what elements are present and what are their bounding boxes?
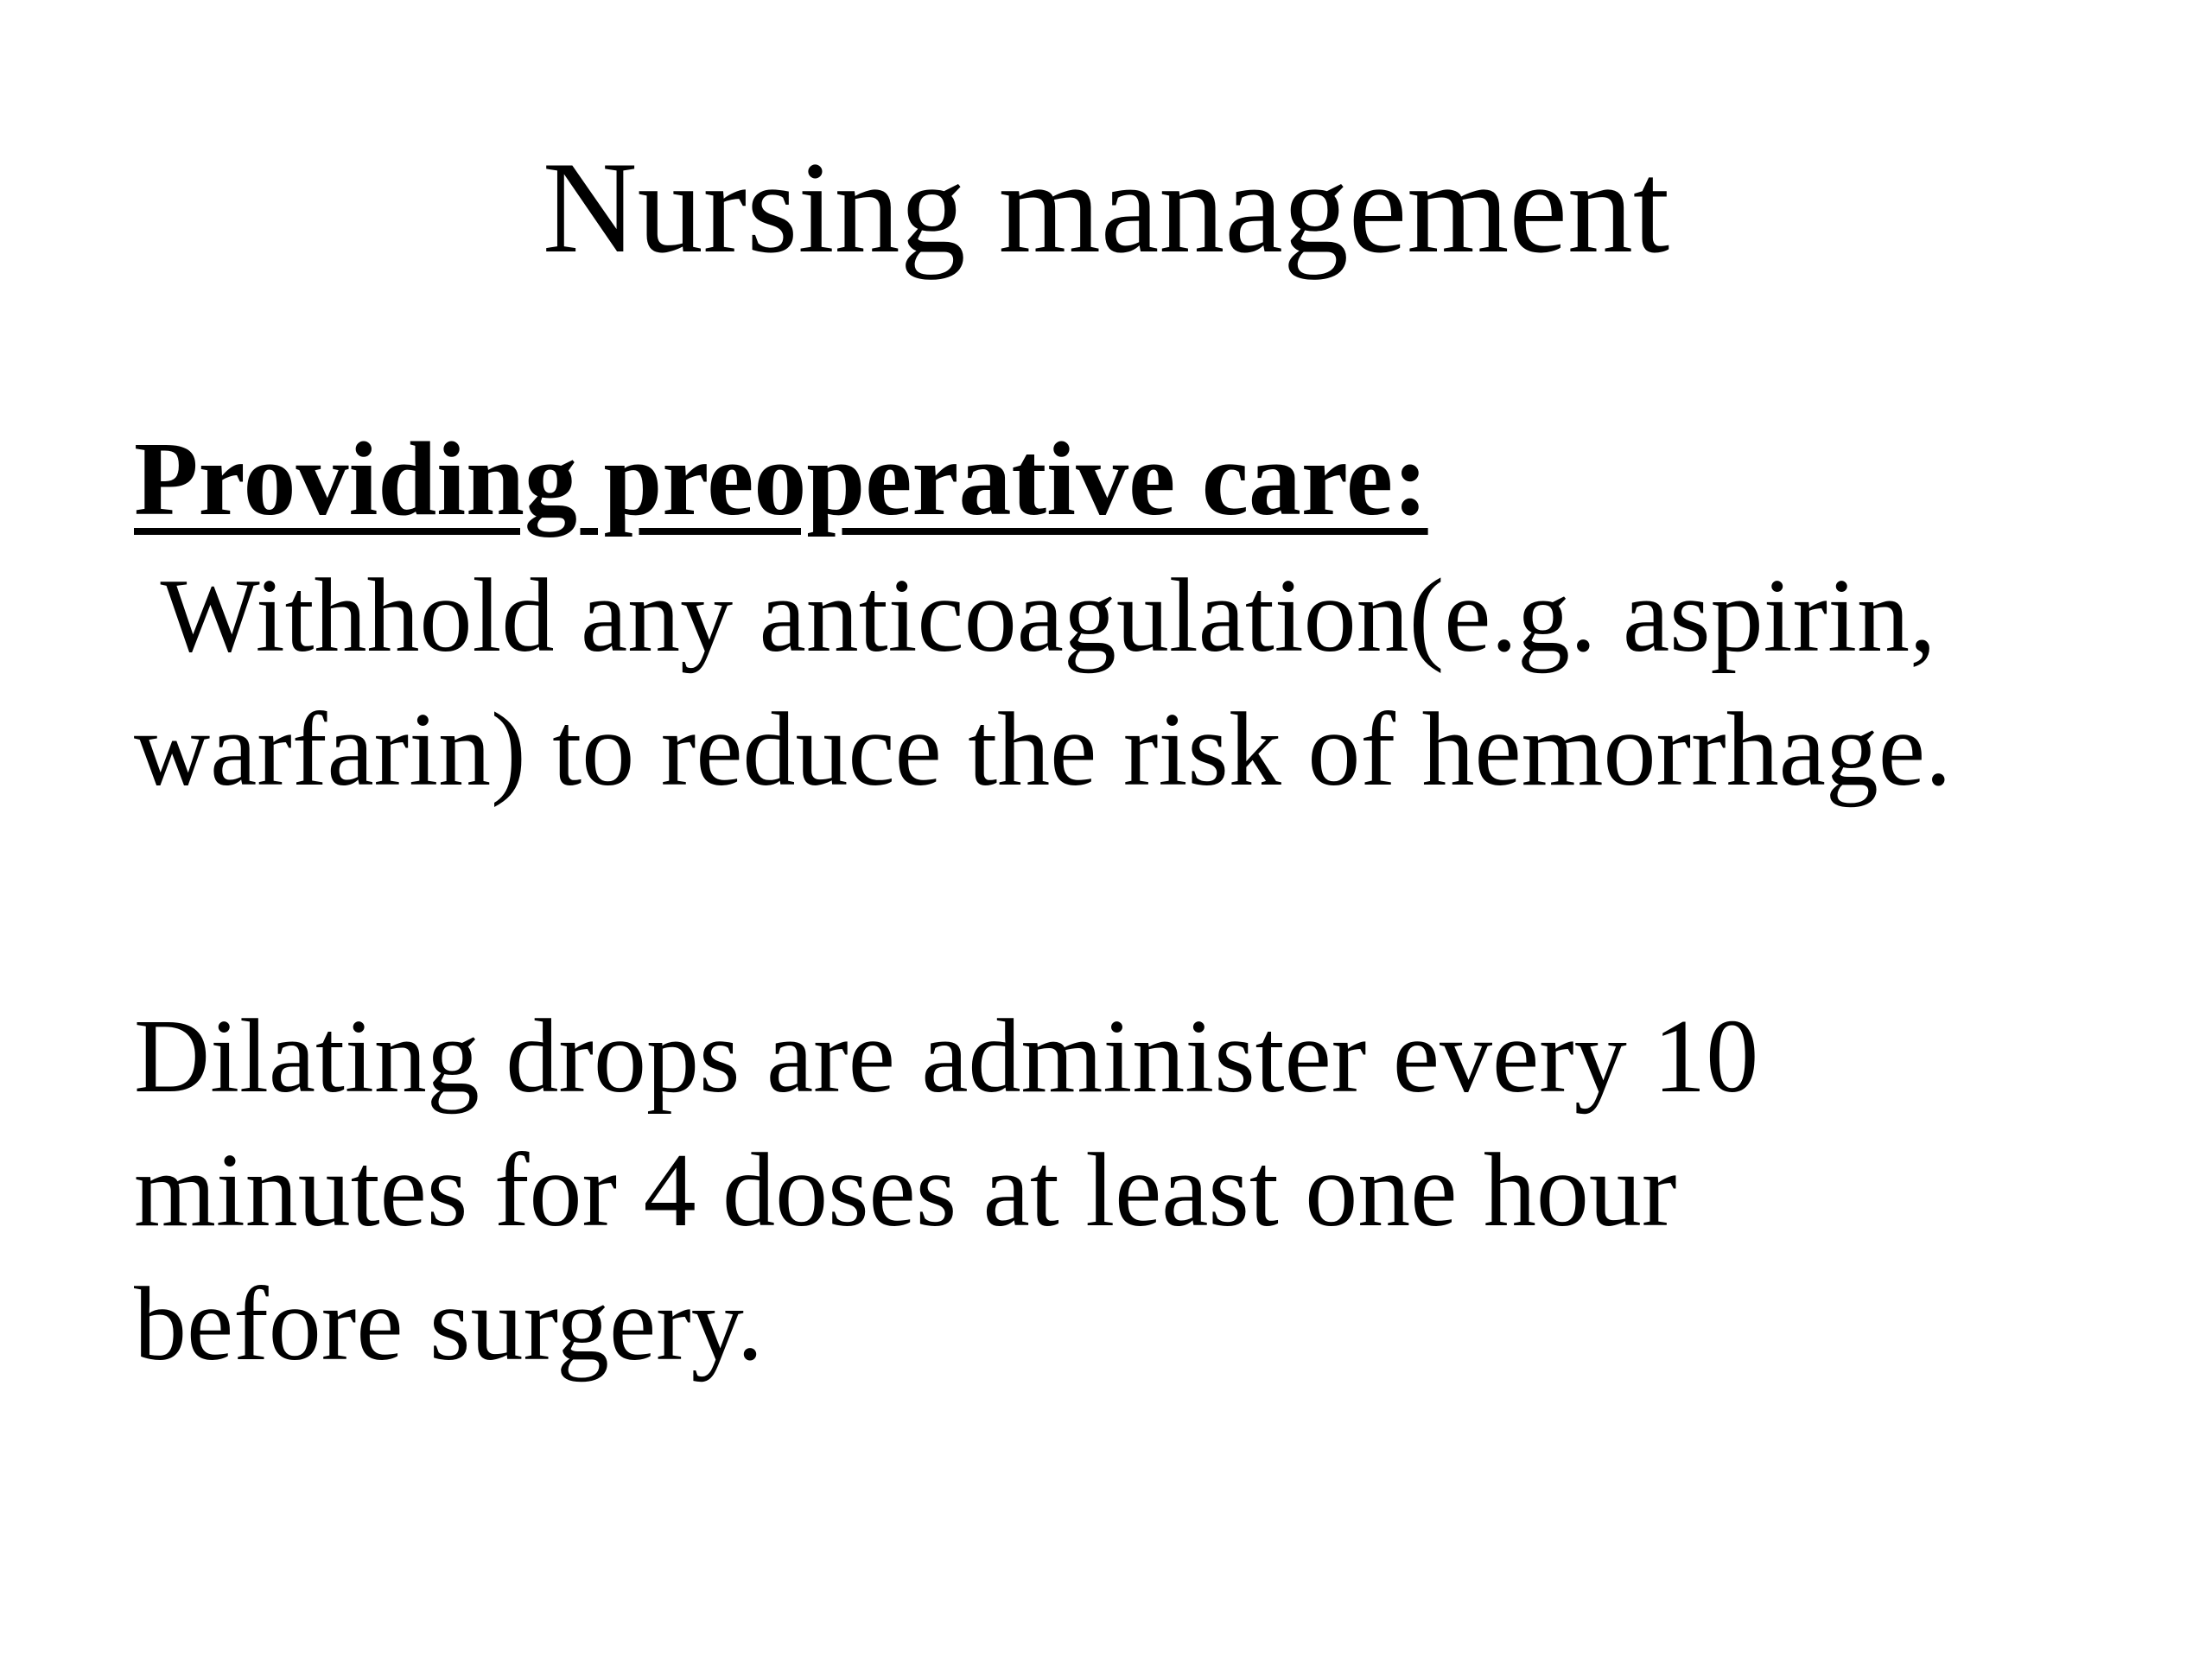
slide-title: Nursing management <box>542 135 1670 280</box>
slide-body <box>134 415 2121 1391</box>
paragraph-dilating-drops: Dilating drops are administer every 10 minutes for 4 doses at least one hour before surgery. <box>134 998 1759 1382</box>
section-heading: Providing preoperative care: <box>134 421 1428 537</box>
paragraph-anticoagulation: Withhold any anticoagulation(e.g. aspirin, warfarin) to reduce the risk of hemorrhage. <box>134 557 1952 808</box>
